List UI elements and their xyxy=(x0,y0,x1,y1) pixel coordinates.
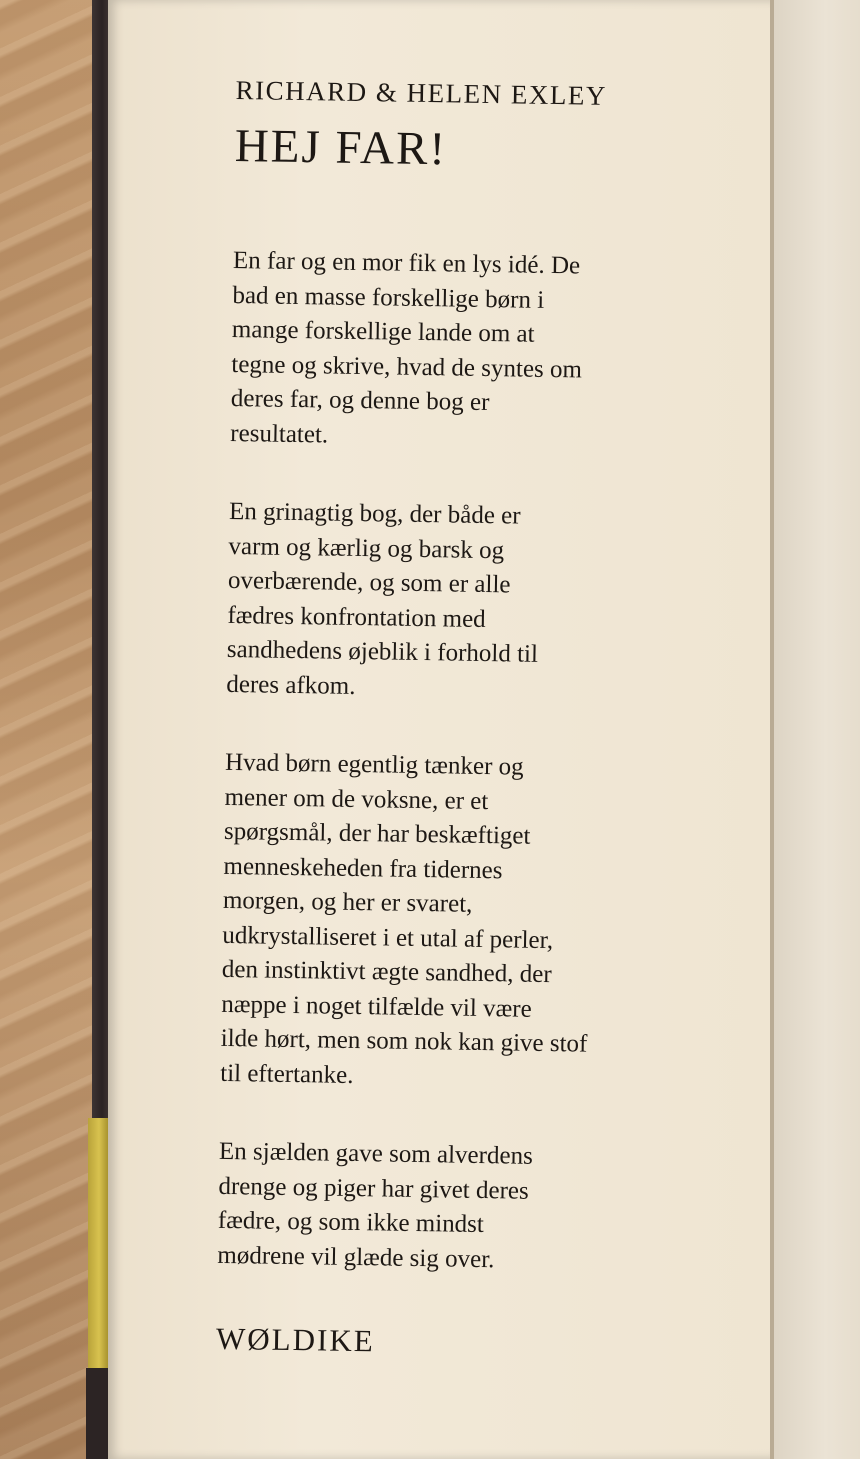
blurb-paragraph-4 xyxy=(217,1135,709,1281)
text-line: mener om de voksne, er et xyxy=(224,783,489,815)
text-line: til eftertanke. xyxy=(220,1059,354,1089)
author-names: RICHARD & HELEN EXLEY xyxy=(235,74,608,111)
publisher-name: WØLDIKE xyxy=(215,1320,375,1359)
flap-text-block xyxy=(216,70,726,1367)
text-line: mange forskellige lande om at xyxy=(231,315,535,348)
spine-yellow-band xyxy=(88,1118,108,1368)
book-title: HEJ FAR! xyxy=(234,119,448,176)
text-line: fædre, og som ikke mindst xyxy=(217,1206,485,1239)
text-line: resultatet. xyxy=(230,419,329,448)
text-line: deres far, og denne bog er xyxy=(230,384,490,417)
text-line: udkrystalliseret i et utal af perler, xyxy=(222,921,554,954)
text-line: menneskeheden fra tidernes xyxy=(223,852,503,884)
text-line: næppe i noget tilfælde vil være xyxy=(221,990,532,1023)
text-line: ilde hørt, men som nok kan give stof xyxy=(220,1024,588,1058)
text-line: deres afkom. xyxy=(226,670,356,700)
text-line: spørgsmål, der har beskæftiget xyxy=(223,817,531,850)
text-line: mødrene vil glæde sig over. xyxy=(217,1241,495,1273)
text-line: En far og en mor fik en lys idé. De xyxy=(232,246,581,280)
page-fold-edge xyxy=(770,0,774,1459)
text-line: fædres konfrontation med xyxy=(227,601,486,633)
blurb-paragraph-1 xyxy=(230,244,723,459)
text-line: den instinktivt ægte sandhed, der xyxy=(221,955,552,989)
text-line: Hvad børn egentlig tænker og xyxy=(224,748,524,781)
text-line: varm og kærlig og barsk og xyxy=(228,532,505,564)
blurb-paragraph-2 xyxy=(226,495,719,710)
text-line: sandhedens øjeblik i forhold til xyxy=(226,635,539,668)
blurb-paragraph-3 xyxy=(220,746,715,1099)
text-line: tegne og skrive, hvad de syntes om xyxy=(231,350,583,383)
blurb-text xyxy=(217,244,723,1281)
text-line: bad en masse forskellige børn i xyxy=(232,281,545,314)
next-page-edge xyxy=(774,0,860,1459)
spine-bottom-edge xyxy=(86,1368,108,1459)
text-line: En grinagtig bog, der både er xyxy=(228,497,521,530)
text-line: En sjælden gave som alverdens xyxy=(218,1137,534,1170)
text-line: overbærende, og som er alle xyxy=(227,566,511,599)
text-line: drenge og piger har givet deres xyxy=(218,1172,529,1205)
text-line: morgen, og her er svaret, xyxy=(222,886,473,918)
